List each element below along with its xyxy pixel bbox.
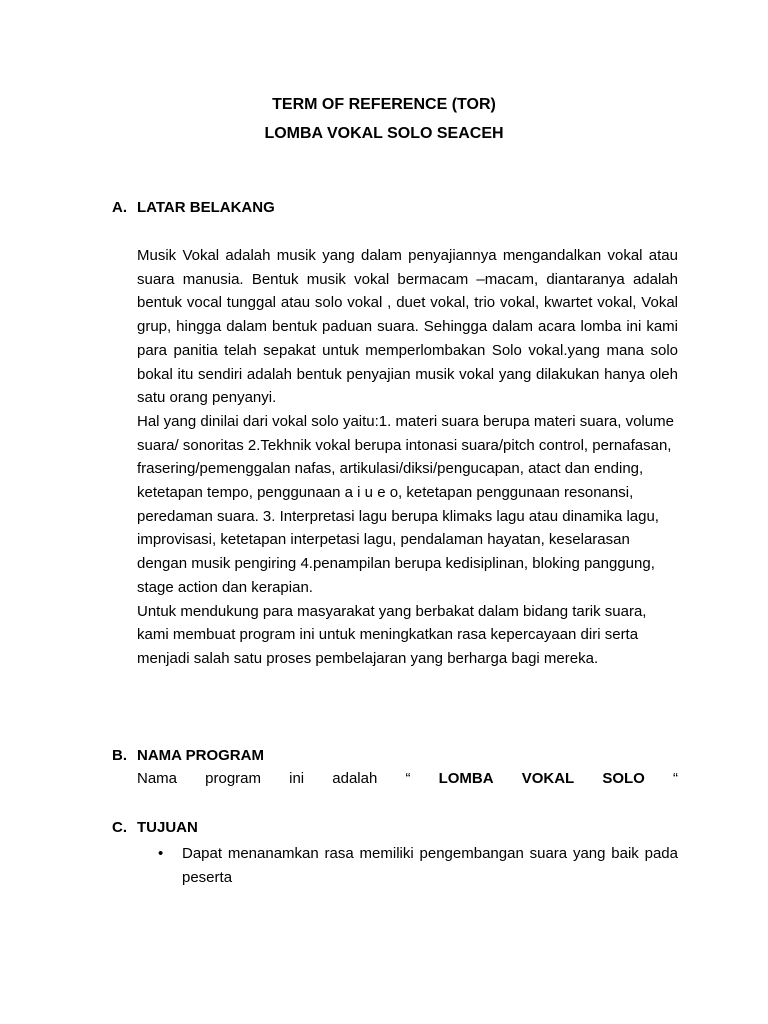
section-b-title: NAMA PROGRAM: [137, 747, 264, 764]
document-title-line1: TERM OF REFERENCE (TOR): [272, 96, 496, 113]
section-a-paragraph-1: Musik Vokal adalah musik yang dalam penyajiannya mengandalkan vokal atau suara manusia. Bentuk musik vokal bermacam –macam, diantaranya adalah bentuk vocal tunggal atau solo vokal , duet vokal, trio vokal, kwartet vokal, Vokal grup, hingga dalam bentuk paduan suara. Sehingga dalam acara lomba ini kami para panitia telah sepakat untuk memperlombakan Solo vokal.yang mana solo bokal itu sendiri adalah bentuk penyajian musik vokal yang dilakukan hanya oleh satu orang penyanyi.: [137, 247, 678, 407]
section-b-letter: B.: [112, 747, 127, 764]
section-c-title: TUJUAN: [137, 819, 198, 836]
program-name-word: LOMBA: [438, 770, 494, 787]
section-a-heading: [112, 198, 275, 218]
program-close-quote: “: [672, 770, 678, 787]
section-a-body: [137, 244, 678, 671]
program-name-word: VOKAL: [521, 770, 575, 787]
program-name-line: [137, 769, 678, 789]
section-c-heading: [112, 818, 198, 838]
document-title-line2: LOMBA VOKAL SOLO SEACEH: [264, 125, 504, 142]
program-word: adalah: [332, 770, 378, 787]
bullet-icon: •: [158, 845, 164, 862]
program-open-quote: “: [405, 770, 411, 787]
tujuan-bullet-item: [160, 842, 678, 890]
section-a-title: LATAR BELAKANG: [137, 199, 275, 216]
section-a-paragraph-3: Untuk mendukung para masyarakat yang berbakat dalam bidang tarik suara, kami membuat program ini untuk meningkatkan rasa kepercayaan diri serta menjadi salah satu proses pembelajaran yang berharga bagi mereka.: [137, 602, 647, 667]
program-word: Nama: [137, 770, 178, 787]
program-name-word: SOLO: [602, 770, 645, 787]
program-word: ini: [289, 770, 305, 787]
section-a-paragraph-2: Hal yang dinilai dari vokal solo yaitu:1. materi suara berupa materi suara, volume suara/ sonoritas 2.Tekhnik vokal berupa intonasi suara/pitch control, pernafasan, frasering/pemenggalan nafas, artikulasi/diksi/pengucapan, atact dan ending, ketetapan tempo, penggunaan a i u e o, ketetapan penggunaan resonansi, peredaman suara. 3. Interpretasi lagu berupa klimaks lagu atau dinamika lagu, improvisasi, ketetapan interpetasi lagu, pendalaman hayatan, keselarasan dengan musik pengiring 4.penampilan berupa kedisiplinan, bloking panggung, stage action dan kerapian.: [137, 412, 674, 596]
section-a-letter: A.: [112, 199, 127, 216]
section-b-heading: [112, 746, 264, 766]
section-c-letter: C.: [112, 819, 127, 836]
program-word: program: [205, 770, 261, 787]
tujuan-bullet-text: Dapat menanamkan rasa memiliki pengembangan suara yang baik pada peserta: [182, 845, 678, 886]
